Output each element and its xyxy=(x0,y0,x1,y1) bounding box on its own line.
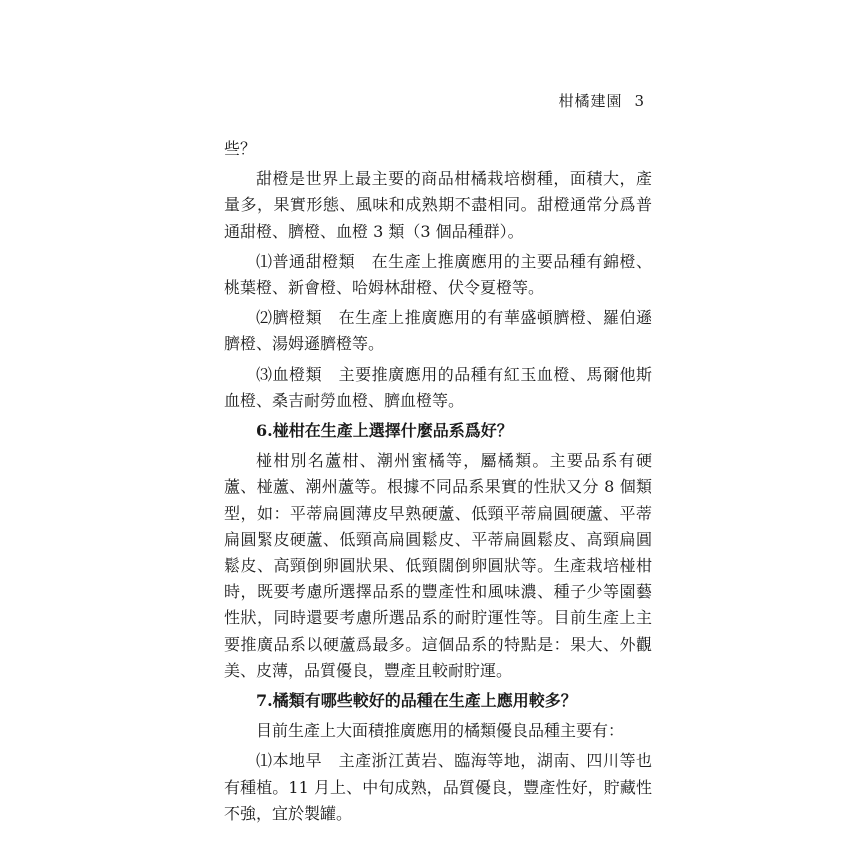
chapter-title: 柑橘建園 xyxy=(558,92,623,110)
list-item-bendizao: ⑴本地早 主產浙江黃岩、臨海等地，湖南、四川等也有種植。11 月上、中旬成熟，品質優良，豐產性好，貯藏性不強，宜於製罐。 xyxy=(224,751,652,823)
list-item-navel-orange: ⑵臍橙類 在生產上推廣應用的有華盛頓臍橙、羅伯遜臍橙、湯姆遜臍橙等。 xyxy=(224,308,652,354)
body-text xyxy=(224,136,652,831)
question-heading-7: 7.橘類有哪些較好的品種在生產上應用較多？ xyxy=(256,691,577,711)
paragraph-tangerine-intro: 目前生產上大面積推廣應用的橘類優良品種主要有： xyxy=(256,721,625,741)
paragraph-sweet-orange: 甜橙是世界上最主要的商品柑橘栽培樹種，面積大，產量多，果實形態、風味和成熟期不盡相同。甜橙通常分爲普通甜橙、臍橙、血橙 3 類（3 個品種群）。 xyxy=(224,169,652,241)
list-item-common-sweet-orange: ⑴普通甜橙類 在生產上推廣應用的主要品種有錦橙、桃葉橙、新會橙、哈姆林甜橙、伏令夏橙等。 xyxy=(224,251,652,298)
list-item-blood-orange: ⑶血橙類 主要推廣應用的品種有紅玉血橙、馬爾他斯血橙、桑吉耐勞血橙、臍血橙等。 xyxy=(224,364,652,410)
question-heading-6: 6.椪柑在生產上選擇什麼品系爲好？ xyxy=(256,421,513,441)
paragraph-continuation: 些？ xyxy=(224,139,257,158)
running-header xyxy=(558,90,645,111)
page-number: 3 xyxy=(634,92,645,110)
paragraph-ponkan: 椪柑別名蘆柑、潮州蜜橘等，屬橘類。主要品系有硬蘆、椪蘆、潮州蘆等。根據不同品系果實的性狀又分 8 個類型，如：平蒂扁圓薄皮早熟硬蘆、低頸平蒂扁圓硬蘆、平蒂扁圓緊皮硬蘆、低頸高扁圓鬆皮、平蒂扁圓鬆皮、高頸扁圓鬆皮、高頸倒卵圓狀果、低頸闊倒卵圓狀等。生產栽培椪柑時，既要考慮所選擇品系的豐產性和風味濃、種子少等園藝性狀，同時還要考慮所選品系的耐貯運性等。目前生產上主要推廣品系以硬蘆爲最多。這個品系的特點是：果大、外觀美、皮薄，品質優良，豐產且較耐貯運。 xyxy=(224,451,652,680)
